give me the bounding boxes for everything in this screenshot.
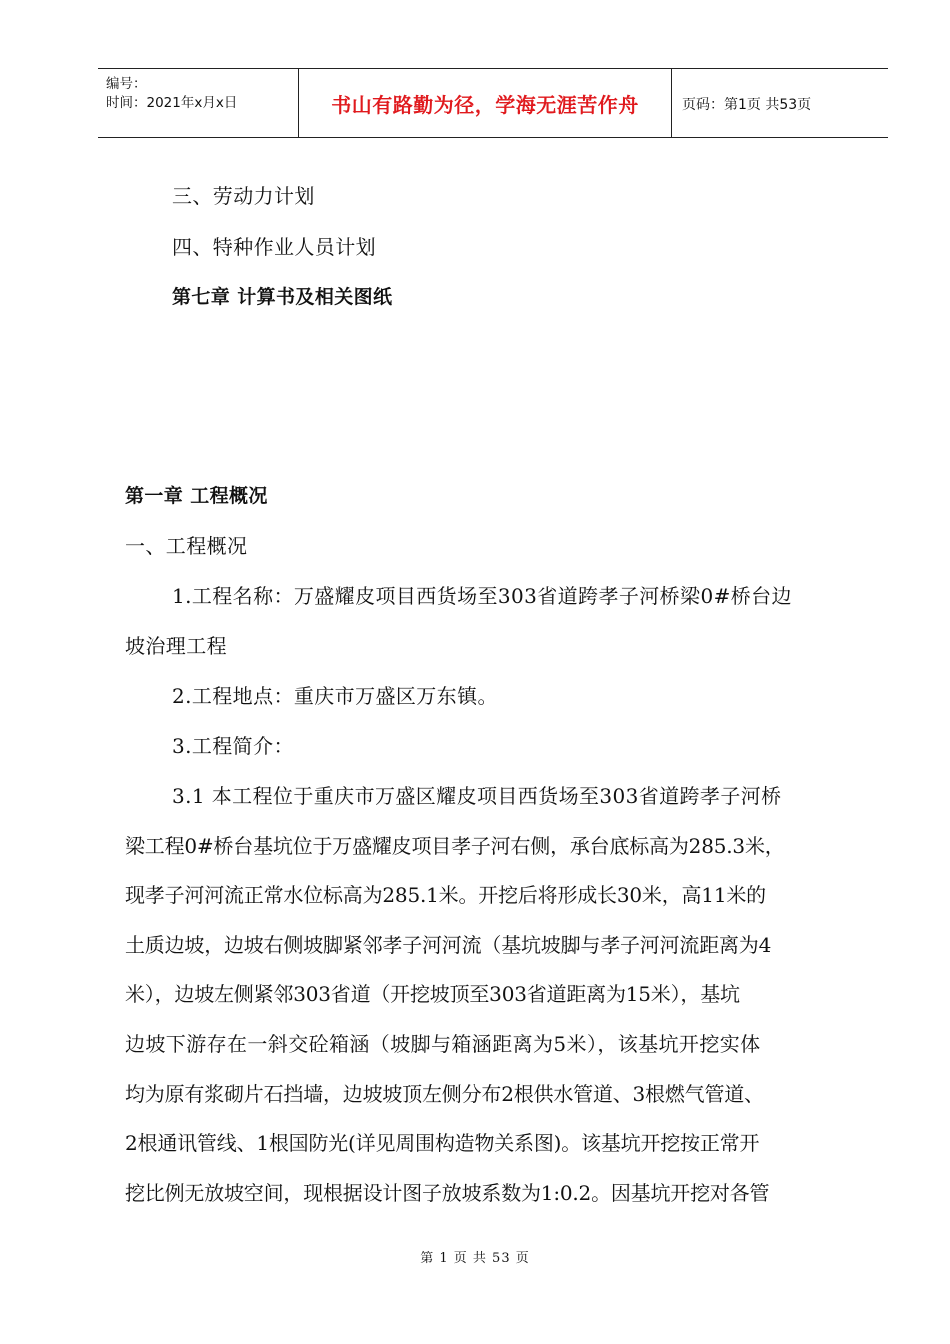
paragraph-line: 梁工程0#桥台基坑位于万盛耀皮项目孝子河右侧，承台底标高为285.3米， <box>125 834 785 858</box>
paragraph-line: 2.工程地点：重庆市万盛区万东镇。 <box>172 684 498 708</box>
code-label: 编号： <box>106 76 147 92</box>
header-divider <box>671 69 672 137</box>
header-meta <box>98 69 298 137</box>
paragraph-line: 3.1 本工程位于重庆市万盛区耀皮项目西货场至303省道跨孝子河桥 <box>172 784 782 808</box>
paragraph-line: 现孝子河河流正常水位标高为285.1米。开挖后将形成长30米，高11米的 <box>125 883 766 907</box>
toc-item: 四、特种作业人员计划 <box>172 235 376 259</box>
toc-item: 三、劳动力计划 <box>172 184 315 208</box>
paragraph-line: 米），边坡左侧紧邻303省道（开挖坡顶至303省道距离为15米），基坑 <box>125 982 740 1006</box>
header-motto: 书山有路勤为径，学海无涯苦作舟 <box>331 92 639 117</box>
paragraph-line: 1.工程名称：万盛耀皮项目西货场至303省道跨孝子河桥梁0#桥台边 <box>172 584 792 608</box>
page-footer: 第 1 页 共 53 页 <box>420 1251 530 1266</box>
page-header <box>98 68 888 138</box>
header-page-info: 页码：第1页 共53页 <box>682 97 812 113</box>
chapter-heading: 第一章 工程概况 <box>125 485 268 507</box>
paragraph-line: 2根通讯管线、1根国防光(详见周围构造物关系图)。该基坑开挖按正常开 <box>125 1131 760 1155</box>
paragraph-line: 均为原有浆砌片石挡墙，边坡坡顶左侧分布2根供水管道、3根燃气管道、 <box>125 1082 764 1106</box>
paragraph-line: 边坡下游存在一斜交砼箱涵（坡脚与箱涵距离为5米），该基坑开挖实体 <box>125 1032 761 1056</box>
paragraph-line: 土质边坡，边坡右侧坡脚紧邻孝子河河流（基坑坡脚与孝子河河流距离为4 <box>125 933 772 957</box>
chapter-heading: 第七章 计算书及相关图纸 <box>172 286 393 308</box>
paragraph-line: 挖比例无放坡空间，现根据设计图子放坡系数为1:0.2。因基坑开挖对各管 <box>125 1181 770 1205</box>
section-heading: 一、工程概况 <box>125 534 248 558</box>
paragraph-line: 坡治理工程 <box>125 634 227 658</box>
paragraph-line: 3.工程简介： <box>172 734 294 758</box>
time-label: 时间：2021年x月x日 <box>106 95 238 111</box>
